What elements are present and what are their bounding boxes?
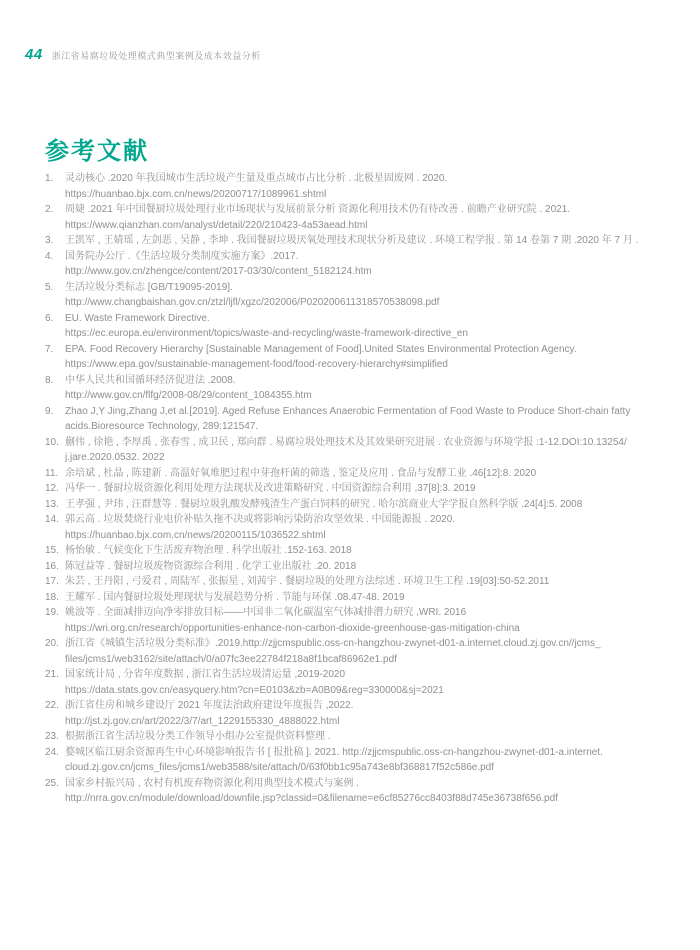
reference-content [65, 311, 662, 342]
reference-url: http://www.changbaishan.gov.cn/ztzl/ljfl/xgzc/202006/P020200611318570538098.pdf [65, 297, 440, 308]
reference-number: 7. [45, 343, 54, 355]
reference-content [65, 559, 662, 575]
reference-line: 朱芸 , 王丹阳 , 弓爱君 , 周陆军 , 张振星 , 刘茜宇 . 餐厨垃圾的处理方法综述 . 环境卫生工程 .19[03]:50-52.2011 [65, 576, 550, 587]
reference-line: 杨怡敏 . 气候变化下生活废弃物治理 . 科学出版社 .152-163. 2018 [65, 545, 352, 556]
reference-content [65, 233, 662, 249]
reference-item [45, 574, 662, 590]
reference-url: http://www.gov.cn/flfg/2008-08/29/content_1084355.htm [65, 390, 312, 401]
reference-item [45, 342, 662, 373]
reference-content [65, 342, 662, 373]
reference-item [45, 435, 662, 466]
reference-line: cloud.zj.gov.cn/jcms_files/jcms1/web3588/site/attach/0/63f0bb1c95a743e8bf368817f52c586e.pdf [65, 762, 494, 773]
reference-number: 9. [45, 405, 54, 417]
reference-line: 浙江省《城镇生活垃圾分类标准》.2019.http://zjjcmspublic.oss-cn-hangzhou-zwynet-d01-a.internet.cloud.zj.gov.cn//jcms_ [65, 638, 601, 649]
section-title: 参考文献 [45, 138, 149, 166]
page-number: 44 [25, 46, 43, 63]
reference-content [65, 543, 662, 559]
reference-item [45, 311, 662, 342]
reference-number: 17. [45, 576, 59, 587]
reference-content [65, 605, 662, 636]
reference-url: https://huanbao.bjx.com.cn/news/20200115/1036522.shtml [65, 529, 326, 541]
reference-number: 18. [45, 591, 59, 603]
reference-content [65, 249, 662, 280]
reference-number: 13. [45, 498, 59, 510]
reference-content [65, 698, 662, 729]
reference-content [65, 512, 662, 543]
reference-number: 23. [45, 731, 59, 742]
reference-item [45, 745, 662, 776]
reference-item [45, 605, 662, 636]
reference-item [45, 280, 662, 311]
reference-line: 冯华一 . 餐厨垃圾资源化利用处理方法现状及改进策略研究 . 中国资源综合利用 ,37[8]:3. 2019 [65, 483, 476, 494]
reference-number: 24. [45, 746, 59, 758]
reference-list [45, 171, 662, 807]
reference-content [65, 667, 662, 698]
reference-content [65, 481, 662, 497]
reference-number: 10. [45, 436, 59, 448]
reference-content [65, 202, 662, 233]
reference-content [65, 435, 662, 466]
reference-item [45, 466, 662, 482]
reference-url: https://data.stats.gov.cn/easyquery.htm?cn=E0103&zb=A0B09&reg=330000&sj=2021 [65, 684, 444, 696]
reference-number: 15. [45, 545, 59, 556]
reference-line: 根据浙江省生活垃圾分类工作领导小组办公室提供资料整理 . [65, 731, 331, 742]
reference-item [45, 636, 662, 667]
reference-number: 25. [45, 777, 59, 789]
reference-content [65, 636, 662, 667]
reference-item [45, 698, 662, 729]
reference-line: 王凯军 , 王婧瑶 , 左剑恶 , 吴静 , 李坤 . 我国餐厨垃圾厌氧处理技术现状分析及建议 . 环境工程学报 . 第 14 卷第 7 期 .2020 年 7 月 . [65, 235, 639, 246]
reference-url: https://www.epa.gov/sustainable-management-food/food-recovery-hierarchy#simplified [65, 359, 448, 370]
reference-item [45, 667, 662, 698]
reference-item [45, 404, 662, 435]
reference-line: 国家乡村振兴局 , 农村有机废弃物资源化利用典型技术模式与案例 . [65, 777, 359, 789]
reference-line: 陈冠益等 . 餐厨垃圾废物资源综合利用 . 化学工业出版社 .20. 2018 [65, 560, 357, 572]
reference-line: 王耀军 . 国内餐厨垃圾处理现状与发展趋势分析 . 节能与环保 .08.47-48. 2019 [65, 591, 405, 603]
reference-number: 4. [45, 250, 54, 262]
reference-content [65, 171, 662, 202]
reference-line: 国家统计局 , 分省年度数据 , 浙江省生活垃圾清运量 ,2019-2020 [65, 669, 346, 680]
reference-url: https://www.qianzhan.com/analyst/detail/220/210423-4a53aead.html [65, 219, 368, 231]
reference-content [65, 280, 662, 311]
reference-url: http://www.gov.cn/zhengce/content/2017-03/30/content_5182124.htm [65, 266, 372, 277]
reference-number: 5. [45, 281, 54, 293]
reference-url: https://huanbao.bjx.com.cn/news/20200717/1089961.shtml [65, 188, 327, 200]
reference-line: 郭云高 . 垃圾焚烧行业电价补贴久拖不决或将影响污染防治攻坚效果 . 中国能源报 . 2020. [65, 514, 456, 525]
reference-number: 19. [45, 607, 59, 618]
reference-content [65, 466, 662, 482]
reference-line: 周婕 .2021 年中国餐厨垃圾处理行业市场现状与发展前景分析 资源化利用技术仍有待改善 . 前瞻产业研究院 . 2021. [65, 204, 571, 215]
reference-line: 浙江省住房和城乡建设厅 2021 年度法治政府建设年度报告 ,2022. [65, 700, 354, 711]
reference-number: 3. [45, 235, 54, 246]
reference-number: 1. [45, 173, 54, 184]
reference-item [45, 202, 662, 233]
reference-content [65, 745, 662, 776]
reference-line: EU. Waste Framework Directive. [65, 312, 210, 324]
reference-number: 14. [45, 514, 59, 525]
reference-item [45, 543, 662, 559]
reference-item [45, 497, 662, 513]
reference-item [45, 590, 662, 606]
reference-number: 20. [45, 638, 59, 649]
reference-item [45, 171, 662, 202]
running-header [25, 46, 660, 63]
reference-number: 21. [45, 669, 59, 680]
reference-line: files/jcms1/web3162/site/attach/0/a07fc3ee22784f218a8f1bcaf86962e1.pdf [65, 653, 397, 665]
reference-line: 中华人民共和国循环经济促进法 .2008. [65, 374, 236, 386]
reference-item [45, 729, 662, 745]
reference-url: https://wri.org.cn/research/opportunities-enhance-non-carbon-dioxide-greenhouse-gas-mitigation-china [65, 622, 520, 634]
reference-line: 生活垃圾分类标志 [GB/T19095-2019]. [65, 281, 233, 293]
reference-content [65, 590, 662, 606]
reference-content [65, 373, 662, 404]
reference-content [65, 729, 662, 745]
reference-item [45, 233, 662, 249]
reference-number: 12. [45, 483, 59, 494]
reference-line: acids.Bioresource Technology, 289:121547. [65, 421, 259, 432]
reference-number: 11. [45, 467, 59, 479]
reference-line: j.jare.2020.0532. 2022 [65, 452, 165, 463]
reference-content [65, 404, 662, 435]
reference-number: 2. [45, 204, 54, 215]
reference-item [45, 776, 662, 807]
reference-line: 王孝强 , 尹玮 , 汪群慧等 . 餐厨垃圾乳酸发酵残渣生产蛋白饲料的研究 . 哈尔滨商业大学学报自然科学版 .24[4]:5. 2008 [65, 498, 583, 510]
document-title: 浙江省易腐垃圾处理模式典型案例及成本效益分析 [51, 51, 261, 61]
reference-line: EPA. Food Recovery Hierarchy [Sustainable Management of Food].United States Environmental Protection Agency. [65, 343, 577, 355]
reference-url: https://ec.europa.eu/environment/topics/waste-and-recycling/waste-framework-directive_en [65, 328, 468, 339]
reference-item [45, 559, 662, 575]
reference-url: http://nrra.gov.cn/module/download/downfile.jsp?classid=0&filename=e6cf85276cc8403f88d745e36738f656.pdf [65, 793, 558, 804]
reference-number: 16. [45, 560, 59, 572]
reference-line: 蒯伟 , 徐艳 , 李厚禹 , 张春雪 , 成卫民 , 郑向群 . 易腐垃圾处理技术及其效果研究进展 . 农业资源与环境学报 :1-12.DOI:10.13254/ [65, 436, 627, 448]
reference-number: 22. [45, 700, 59, 711]
reference-item [45, 481, 662, 497]
reference-url: http://jst.zj.gov.cn/art/2022/3/7/art_1229155330_4888022.html [65, 715, 340, 727]
reference-number: 8. [45, 374, 54, 386]
reference-content [65, 574, 662, 590]
reference-content [65, 776, 662, 807]
reference-line: 国务院办公厅 .《生活垃圾分类制度实施方案》.2017. [65, 250, 299, 262]
reference-number: 6. [45, 312, 54, 324]
reference-line: 姚波等 . 全面减排迈向净零排放目标——中国非二氧化碳温室气体减排潜力研究 ,WRI. 2016 [65, 607, 467, 618]
reference-item [45, 512, 662, 543]
reference-line: Zhao J,Y Jing,Zhang J,et al.[2019]. Aged Refuse Enhances Anaerobic Fermentation of Food Waste to Produce Short-chain fatty [65, 405, 631, 417]
reference-line: 婺城区临江厨余资源再生中心环境影响报告书 [ 报批稿 ]. 2021. http://zjjcmspublic.oss-cn-hangzhou-zwynet-d01-a.internet. [65, 746, 603, 758]
reference-item [45, 249, 662, 280]
reference-item [45, 373, 662, 404]
reference-line: 余培斌 , 杜晶 , 陈建新 . 高温好氧堆肥过程中芽孢杆菌的筛选 , 鉴定及应用 . 食品与发酵工业 .46[12]:8. 2020 [65, 467, 537, 479]
reference-content [65, 497, 662, 513]
reference-line: 灵动核心 .2020 年我国城市生活垃圾产生量及重点城市占比分析 . 北极星固废网 . 2020. [65, 173, 448, 184]
